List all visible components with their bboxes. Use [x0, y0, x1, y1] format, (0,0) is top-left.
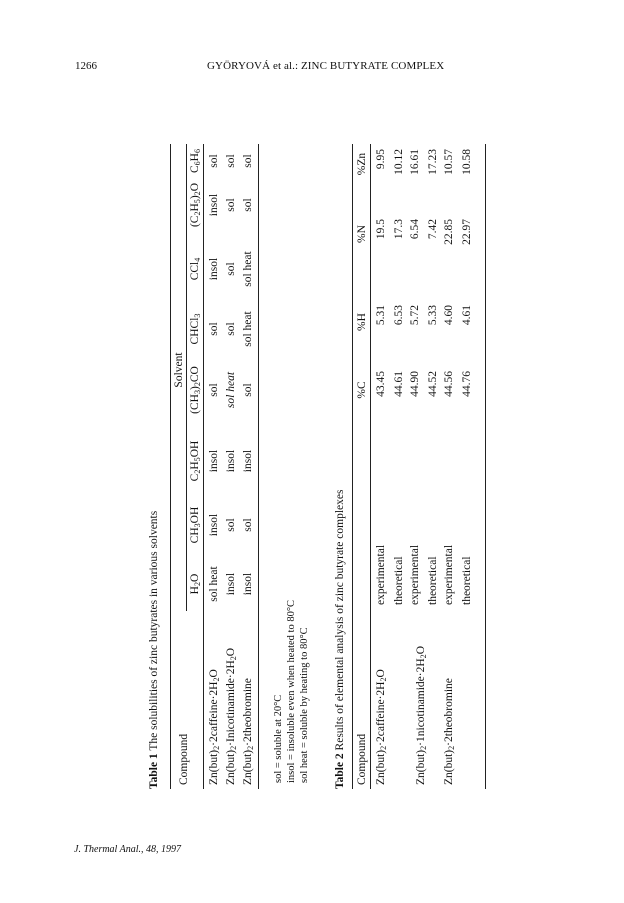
table1-solvent-7: $C_6H_6$: [189, 148, 202, 174]
table2-value-c: 43.45: [375, 371, 387, 397]
table2-value-n: 17.3: [393, 219, 405, 240]
table1-cell: sol: [208, 322, 220, 336]
journal-footer: J. Thermal Anal., 48, 1997: [74, 844, 182, 855]
table1-cell: sol: [242, 383, 254, 397]
table2-value-h: 4.60: [443, 305, 455, 326]
page-number: 1266: [75, 60, 97, 72]
table1-solvent-2: $C_2H_5OH$: [189, 440, 202, 482]
table1-cell: sol heat: [242, 251, 254, 287]
table2-value-n: 6.54: [409, 219, 421, 240]
table2-label: Table 2: [334, 753, 346, 789]
table1-solvent-5: CCl$_4$: [189, 257, 202, 281]
table2-value-h: 5.33: [427, 305, 439, 326]
table1-cell: sol: [225, 154, 237, 168]
table1-cell: insol: [242, 449, 254, 473]
table2-type: experimental: [409, 544, 421, 605]
table1-solvent-rule: [186, 144, 187, 611]
table2-type: experimental: [375, 544, 387, 605]
table1-cell: sol: [225, 518, 237, 532]
table1-solvent-6: $(C_2H_5)_2O$: [189, 182, 202, 228]
table1-compound-header: Compound: [178, 733, 190, 785]
table2-value-zn: 9.95: [375, 149, 387, 170]
table2-value-c: 44.76: [461, 371, 473, 397]
table2-value-zn: 10.12: [393, 149, 405, 175]
table1-compound: $Zn(but)_2\cdot 2caffeine\cdot 2H_2O$: [208, 669, 221, 785]
table2-value-zn: 17.23: [427, 149, 439, 175]
table2-value-zn: 10.57: [443, 149, 455, 175]
table2-value-n: 22.97: [461, 219, 473, 245]
table1-cell: sol heat: [225, 371, 237, 409]
table1-cell: sol: [225, 322, 237, 336]
table1-cell: sol heat: [242, 311, 254, 347]
table1-cell: sol: [208, 383, 220, 397]
table2-value-h: 6.53: [393, 305, 405, 326]
table1-cell: sol: [242, 154, 254, 168]
table1-legend-sol: sol = soluble at 20°C: [273, 694, 284, 783]
table1-cell: insol: [225, 449, 237, 473]
table1-label: Table 1: [148, 753, 160, 789]
table1-cell: sol: [208, 154, 220, 168]
table1-legend-solheat: sol heat = soluble by heating to 80°C: [299, 627, 310, 783]
table2-type: theoretical: [393, 556, 405, 605]
table2-type: experimental: [443, 544, 455, 605]
table2-value-c: 44.90: [409, 371, 421, 397]
table2-header-0: Compound: [356, 733, 368, 785]
table1-cell: insol: [208, 513, 220, 537]
table2-top-rule: [352, 144, 353, 789]
table2-type: theoretical: [461, 556, 473, 605]
table1-cell: sol: [225, 262, 237, 276]
table1-cell: insol: [208, 193, 220, 217]
table2-value-h: 4.61: [461, 305, 473, 326]
table2-header-2: %C: [356, 381, 368, 399]
table1-solvent-4: CHCl$_3$: [189, 313, 202, 345]
table1-solvent-1: $CH_3OH$: [189, 506, 202, 544]
table1-cell: insol: [208, 449, 220, 473]
table1-solvent-3: $(CH_3)_2CO$: [189, 366, 202, 414]
table2-value-h: 5.31: [375, 305, 387, 326]
table1-cell: sol heat: [208, 566, 220, 602]
table2-value-n: 19.5: [375, 219, 387, 240]
table1-caption: [148, 511, 160, 789]
table2-value-c: 44.56: [443, 371, 455, 397]
table1-solvent-header: Solvent: [173, 352, 185, 388]
table2-header-3: %H: [356, 313, 368, 331]
running-title: GYÖRYOVÁ et al.: ZINC BUTYRATE COMPLEX: [207, 60, 445, 72]
table2-value-n: 22.85: [443, 219, 455, 245]
table2-caption: [334, 490, 346, 789]
table1-header-rule: [203, 144, 204, 789]
table2-header-rule: [370, 144, 371, 789]
table2-value-h: 5.72: [409, 305, 421, 326]
table2-value-c: 44.61: [393, 371, 405, 397]
table2-header-5: %Zn: [356, 152, 368, 176]
table1-solvent-0: $H_2O$: [189, 573, 202, 595]
table1-cell: sol: [225, 198, 237, 212]
table1-cell: sol: [242, 518, 254, 532]
table1-cell: insol: [225, 572, 237, 596]
rotated-tables: [148, 144, 486, 789]
table2-bottom-rule: [485, 144, 486, 789]
table1-caption-text: The solubilities of zinc butyrates in various solvents: [148, 510, 160, 751]
table2-value-c: 44.52: [427, 371, 439, 397]
table2-value-zn: 10.58: [461, 149, 473, 175]
table1-cell: insol: [242, 572, 254, 596]
table1-legend-insol: insol = insoluble even when heated to 80°C: [286, 599, 297, 783]
table2-compound: $Zn(but)_2\cdot 1nicotinamide\cdot 2H_2O$: [415, 645, 428, 785]
table1-top-rule: [170, 144, 171, 789]
table1-cell: insol: [208, 257, 220, 281]
table2-caption-text: Results of elemental analysis of zinc butyrate complexes: [334, 489, 346, 751]
table1-bottom-rule: [258, 144, 259, 789]
table1-cell: sol: [242, 198, 254, 212]
table2-compound: $Zn(but)_2\cdot 2caffeine\cdot 2H_2O$: [375, 669, 388, 785]
table2-type: theoretical: [427, 556, 439, 605]
table2-compound: $Zn(but)_2\cdot 2theobromine$: [443, 678, 456, 785]
table2-value-zn: 16.61: [409, 149, 421, 175]
table2-value-n: 7.42: [427, 219, 439, 240]
table1-compound: $Zn(but)_2\cdot Inicotinamide\cdot 2H_2O$: [225, 647, 238, 785]
table1-compound: $Zn(but)_2\cdot 2theobromine$: [242, 678, 255, 785]
table2-header-4: %N: [356, 225, 368, 243]
